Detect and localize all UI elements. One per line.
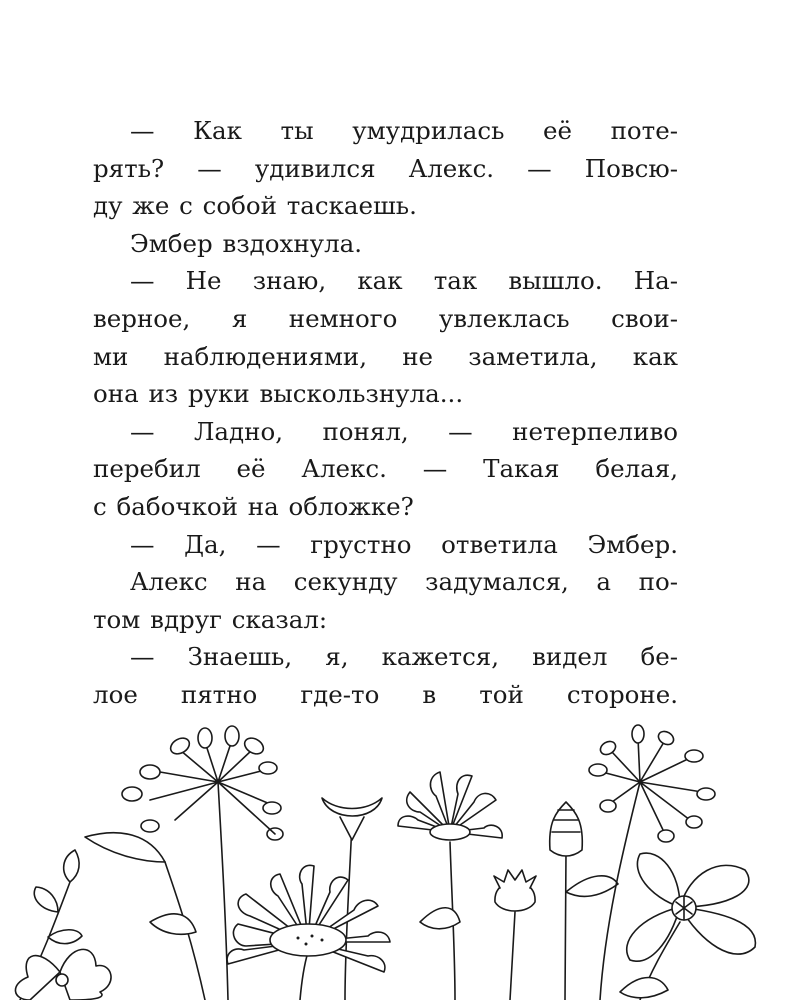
text-line-1: — Как ты умудрилась её поте- (130, 116, 678, 145)
text-line-5: — Не знаю, как так вышло. На- (130, 266, 678, 296)
story-text (93, 112, 678, 714)
text-line-9: — Ладно, понял, — нетерпеливо (130, 416, 678, 446)
text-line-14: том вдруг сказал: (93, 604, 328, 634)
text-line-16: лое пятно где-то в той стороне. (93, 679, 678, 709)
text-line-7: ми наблюдениями, не заметила, как (93, 341, 678, 371)
text-line-3: ду же с собой таскаешь. (93, 191, 417, 221)
text-line-13: Алекс на секунду задумался, а по- (130, 567, 678, 597)
text-line-12: — Да, — грустно ответила Эмбер. (130, 529, 678, 559)
text-line-4: Эмбер вздохнула. (130, 228, 363, 258)
text-line-10: перебил её Алекс. — Такая белая, (93, 454, 678, 484)
wildflowers-illustration (0, 722, 800, 1000)
text-line-15: — Знаешь, я, кажется, видел бе- (130, 642, 678, 672)
text-line-8: она из руки выскользнула... (93, 379, 464, 409)
text-line-2: рять? — удивился Алекс. — Повсю- (93, 153, 678, 183)
text-line-6: верное, я немного увлеклась свои- (93, 303, 678, 333)
wildflowers-icon (0, 722, 800, 1000)
text-line-11: с бабочкой на обложке? (93, 491, 414, 521)
